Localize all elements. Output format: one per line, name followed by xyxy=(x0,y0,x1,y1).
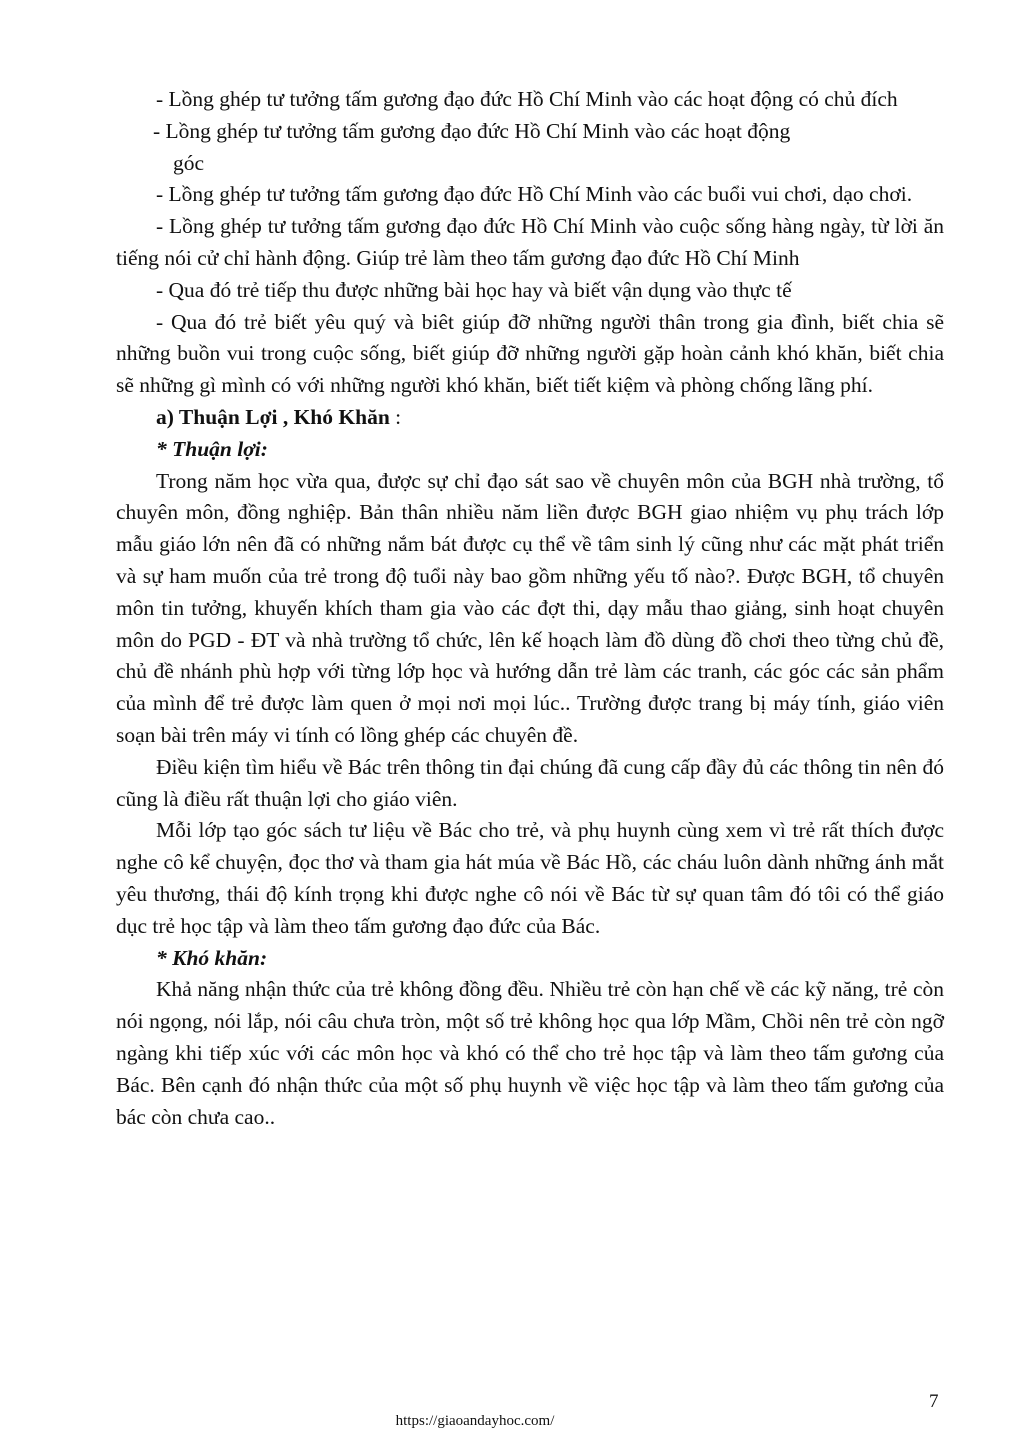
body-text xyxy=(116,84,944,1133)
section-heading-advantages-difficulties xyxy=(116,402,944,434)
paragraph-difficulties: Khả năng nhận thức của trẻ không đồng đều. Nhiều trẻ còn hạn chế về các kỹ năng, trẻ còn nói ngọng, nói lắp, nói câu chưa tròn, một số trẻ không học qua lớp Mầm, Chồi nên trẻ còn ngỡ ngàng khi tiếp xúc với các môn học và khó có thể cho trẻ học tập và làm theo tấm gương của Bác. Bên cạnh đó nhận thức của một số phụ huynh về việc học tập và làm theo tấm gương của bác còn chưa cao.. xyxy=(116,977,944,1129)
paragraph-learn-lessons: - Qua đó trẻ tiếp thu được những bài học hay và biết vận dụng vào thực tế xyxy=(156,277,792,302)
paragraph-integrate-daily-life: - Lồng ghép tư tưởng tấm gương đạo đức Hồ Chí Minh vào cuộc sống hàng ngày, từ lời ăn tiếng nói cử chỉ hành động. Giúp trẻ làm theo tấm gương đạo đức Hồ Chí Minh xyxy=(116,214,944,270)
subheading-advantages: * Thuận lợi: xyxy=(156,436,268,461)
paragraph-integrate-corner-activities xyxy=(116,116,944,180)
paragraph-line: góc xyxy=(173,150,205,175)
paragraph-advantages-media: Điều kiện tìm hiểu về Bác trên thông tin đại chúng đã cung cấp đầy đủ các thông tin nên đó cũng là điều rất thuận lợi cho giáo viên. xyxy=(116,754,944,811)
paragraph-integrate-purposeful-activities: - Lồng ghép tư tưởng tấm gương đạo đức Hồ Chí Minh vào các hoạt động có chủ đích xyxy=(156,87,898,111)
paragraph-love-and-help: - Qua đó trẻ biết yêu quý và biêt giúp đỡ những người thân trong gia đình, biết chia sẽ những buồn vui trong cuộc sống, biết giúp đỡ những người gặp hoàn cảnh khó khăn, biết chia sẽ những gì mình có với những người khó khăn, biết tiết kiệm và phòng chống lãng phí. xyxy=(116,309,944,398)
heading-text: a) Thuận Lợi , Khó Khăn xyxy=(156,404,390,429)
subheading-difficulties: * Khó khăn: xyxy=(156,945,268,970)
paragraph-integrate-play: - Lồng ghép tư tưởng tấm gương đạo đức Hồ Chí Minh vào các buổi vui chơi, dạo chơi. xyxy=(156,182,913,207)
paragraph-advantages-book-corner: Mỗi lớp tạo góc sách tư liệu về Bác cho trẻ, và phụ huynh cùng xem vì trẻ rất thích được nghe cô kể chuyện, đọc thơ và tham gia hát múa về Bác Hồ, các cháu luôn dành những ánh mắt yêu thương, thái độ kính trọng khi được nghe cô nói về Bác từ sự quan tâm đó tôi có thể giáo dục trẻ học tập và làm theo tấm gương đạo đức của Bác. xyxy=(116,818,944,938)
heading-colon: : xyxy=(389,404,402,429)
footer-url[interactable]: https://giaoandayhoc.com/ xyxy=(395,1413,555,1429)
page-number: 7 xyxy=(929,1391,939,1412)
paragraph-line: - Lồng ghép tư tưởng tấm gương đạo đức Hồ Chí Minh vào các hoạt động xyxy=(153,118,791,143)
paragraph-advantages-school: Trong năm học vừa qua, được sự chỉ đạo sát sao về chuyên môn của BGH nhà trường, tổ chuyên môn, đồng nghiệp. Bản thân nhiều năm liền được BGH giao nhiệm vụ phụ trách lớp mẫu giáo lớn nên đã có những nắm bát được cụ thể về tâm sinh lý cũng như các mặt phát triển và sự ham muốn của trẻ trong độ tuổi này bao gồm những yếu tố nào?. Được BGH, tổ chuyên môn tin tưởng, khuyến khích tham gia vào các đợt thi, dạy mẫu thao giảng, sinh hoạt chuyên môn do PGD - ĐT và nhà trường tổ chức, lên kế hoạch làm đồ dùng đồ chơi theo từng chủ đề, chủ đề nhánh phù hợp với từng lớp học và hướng dẫn trẻ làm các tranh, các góc các sản phẩm của mình để trẻ được làm quen ở mọi nơi mọi lúc.. Trường được trang bị máy tính, giáo viên soạn bài trên máy vi tính có lồng ghép các chuyên đề. xyxy=(116,468,944,747)
